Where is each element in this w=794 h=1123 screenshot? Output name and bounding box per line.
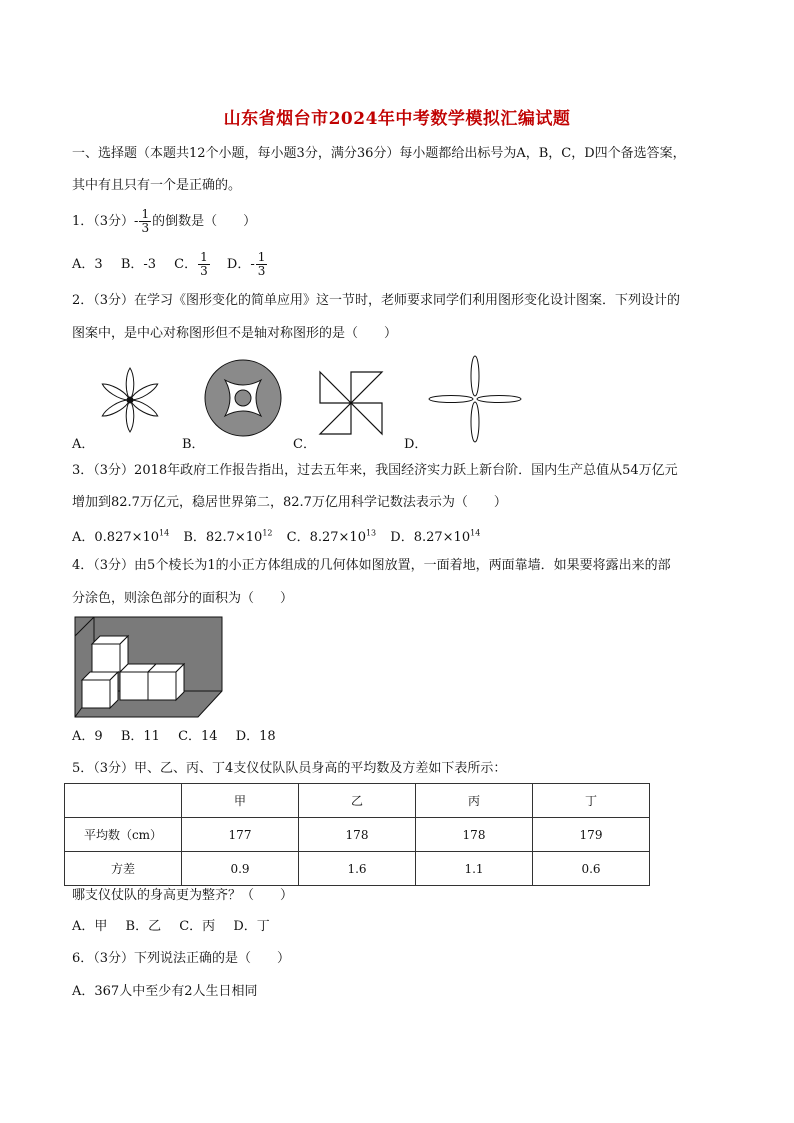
section-intro-line2: 其中有且只有一个是正确的。: [72, 178, 242, 193]
q2-figure-d-cross-leaves: [427, 355, 523, 443]
table-cell: 1.1: [416, 852, 533, 886]
q1-option-c: [174, 250, 211, 278]
q3-option-c-label: C．8.27×10: [286, 530, 366, 546]
table-cell: 平均数（cm）: [65, 818, 182, 852]
question-4-line1: 4．（3分）由5个棱长为1的小正方体组成的几何体如图放置，一面着地，两面靠墙．如果要将露出来的部: [72, 558, 671, 573]
q5-option-a: A．甲: [72, 919, 108, 934]
question-3-line1: 3．（3分）2018年政府工作报告指出，过去五年来，我国经济实力跃上新台阶．国内生产总值从54万亿元: [72, 463, 678, 478]
q1-option-d-den: 3: [257, 264, 266, 278]
table-cell: 178: [299, 818, 416, 852]
table-cell: 179: [533, 818, 650, 852]
table-header-cell: 丁: [533, 784, 650, 818]
q6-option-a: A．367人中至少有2人生日相同: [72, 984, 258, 999]
q3-option-c: [287, 530, 377, 545]
q1-option-d: [226, 250, 268, 278]
q4-option-c: C．14: [178, 729, 218, 744]
q1-fraction-den: 3: [141, 221, 150, 235]
q1-option-a: A．3: [72, 257, 103, 272]
q5-table: [64, 783, 650, 886]
q3-option-b-label: B．82.7×10: [183, 530, 263, 546]
q3-options: [72, 525, 732, 547]
q1-option-c-den: 3: [200, 264, 208, 278]
table-header-cell: 丙: [416, 784, 533, 818]
q2-label-c: C．: [293, 437, 316, 452]
q5-options: [72, 918, 732, 936]
table-cell: 方差: [65, 852, 182, 886]
q1-fraction: [139, 208, 151, 235]
q1-option-c-fraction: [198, 251, 210, 278]
q1-prefix: 1．（3分）-: [72, 214, 139, 229]
q2-label-d: D．: [404, 437, 428, 452]
question-5-line1: 5．（3分）甲、乙、丙、丁4支仪仗队队员身高的平均数及方差如下表所示：: [72, 761, 507, 776]
q1-option-c-num: 1: [200, 250, 208, 264]
q2-figure-a-flower: [90, 360, 172, 442]
q1-option-d-label: D．-: [226, 257, 255, 272]
q4-option-d: D．18: [235, 729, 276, 744]
q3-option-a: [72, 530, 169, 545]
table-header-cell: 甲: [182, 784, 299, 818]
q1-option-d-num: 1: [257, 250, 266, 264]
q4-figure-cubes: [74, 616, 224, 718]
q1-suffix: 的倒数是（ ）: [152, 214, 257, 229]
q3-option-d-label: D．8.27×10: [390, 530, 471, 546]
q3-option-d-exp: 14: [470, 529, 481, 538]
table-cell: 0.9: [182, 852, 299, 886]
q4-option-a: A．9: [72, 729, 103, 744]
table-cell: 1.6: [299, 852, 416, 886]
table-row: [65, 818, 650, 852]
q3-option-d: [390, 530, 480, 545]
q5-option-d: D．丁: [233, 919, 270, 934]
table-row: [65, 852, 650, 886]
question-2-line2: 图案中，是中心对称图形但不是轴对称图形的是（ ）: [72, 326, 398, 341]
q5-option-c: C．丙: [179, 919, 216, 934]
q2-label-a: A．: [72, 437, 95, 452]
question-6-line1: 6．（3分）下列说法正确的是（ ）: [72, 951, 291, 966]
q2-figure-c-pinwheel: [318, 370, 384, 436]
section-intro-line1: 一、选择题（本题共12个小题，每小题3分，满分36分）每小题都给出标号为A，B，C，D四个备选答案，: [72, 146, 686, 161]
q3-option-c-exp: 13: [365, 529, 377, 538]
q1-options: [72, 251, 732, 278]
q2-label-b: B．: [182, 437, 205, 452]
page-title: 山东省烟台市2024年中考数学模拟汇编试题: [223, 109, 571, 129]
question-3-line2: 增加到82.7万亿元，稳居世界第二，82.7万亿用科学记数法表示为（ ）: [72, 495, 507, 510]
table-cell: 178: [416, 818, 533, 852]
q4-option-b: B．11: [120, 729, 160, 744]
question-1: [72, 208, 732, 235]
q5-question: 哪支仪仗队的身高更为整齐？（ ）: [72, 888, 294, 903]
table-cell: 0.6: [533, 852, 650, 886]
q3-option-b-exp: 12: [262, 529, 273, 538]
q5-option-b: B．乙: [125, 919, 162, 934]
q3-option-b: [183, 530, 272, 545]
q3-option-a-exp: 14: [159, 529, 170, 538]
q1-option-d-fraction: [256, 251, 268, 278]
table-header-cell: 乙: [299, 784, 416, 818]
q1-option-b: B．-3: [120, 257, 157, 272]
table-header-row: [65, 784, 650, 818]
q1-option-c-label: C．: [174, 257, 198, 272]
table-header-cell: [65, 784, 182, 818]
q2-figure-b-coin: [203, 358, 283, 438]
table-cell: 177: [182, 818, 299, 852]
q3-option-a-label: A．0.827×10: [72, 530, 160, 546]
question-4-line2: 分涂色，则涂色部分的面积为（ ）: [72, 591, 294, 606]
q4-options: [72, 728, 732, 746]
question-2-line1: 2．（3分）在学习《图形变化的简单应用》这一节时，老师要求同学们利用图形变化设计图案．下列设计的: [72, 293, 681, 308]
q1-fraction-num: 1: [141, 207, 150, 221]
